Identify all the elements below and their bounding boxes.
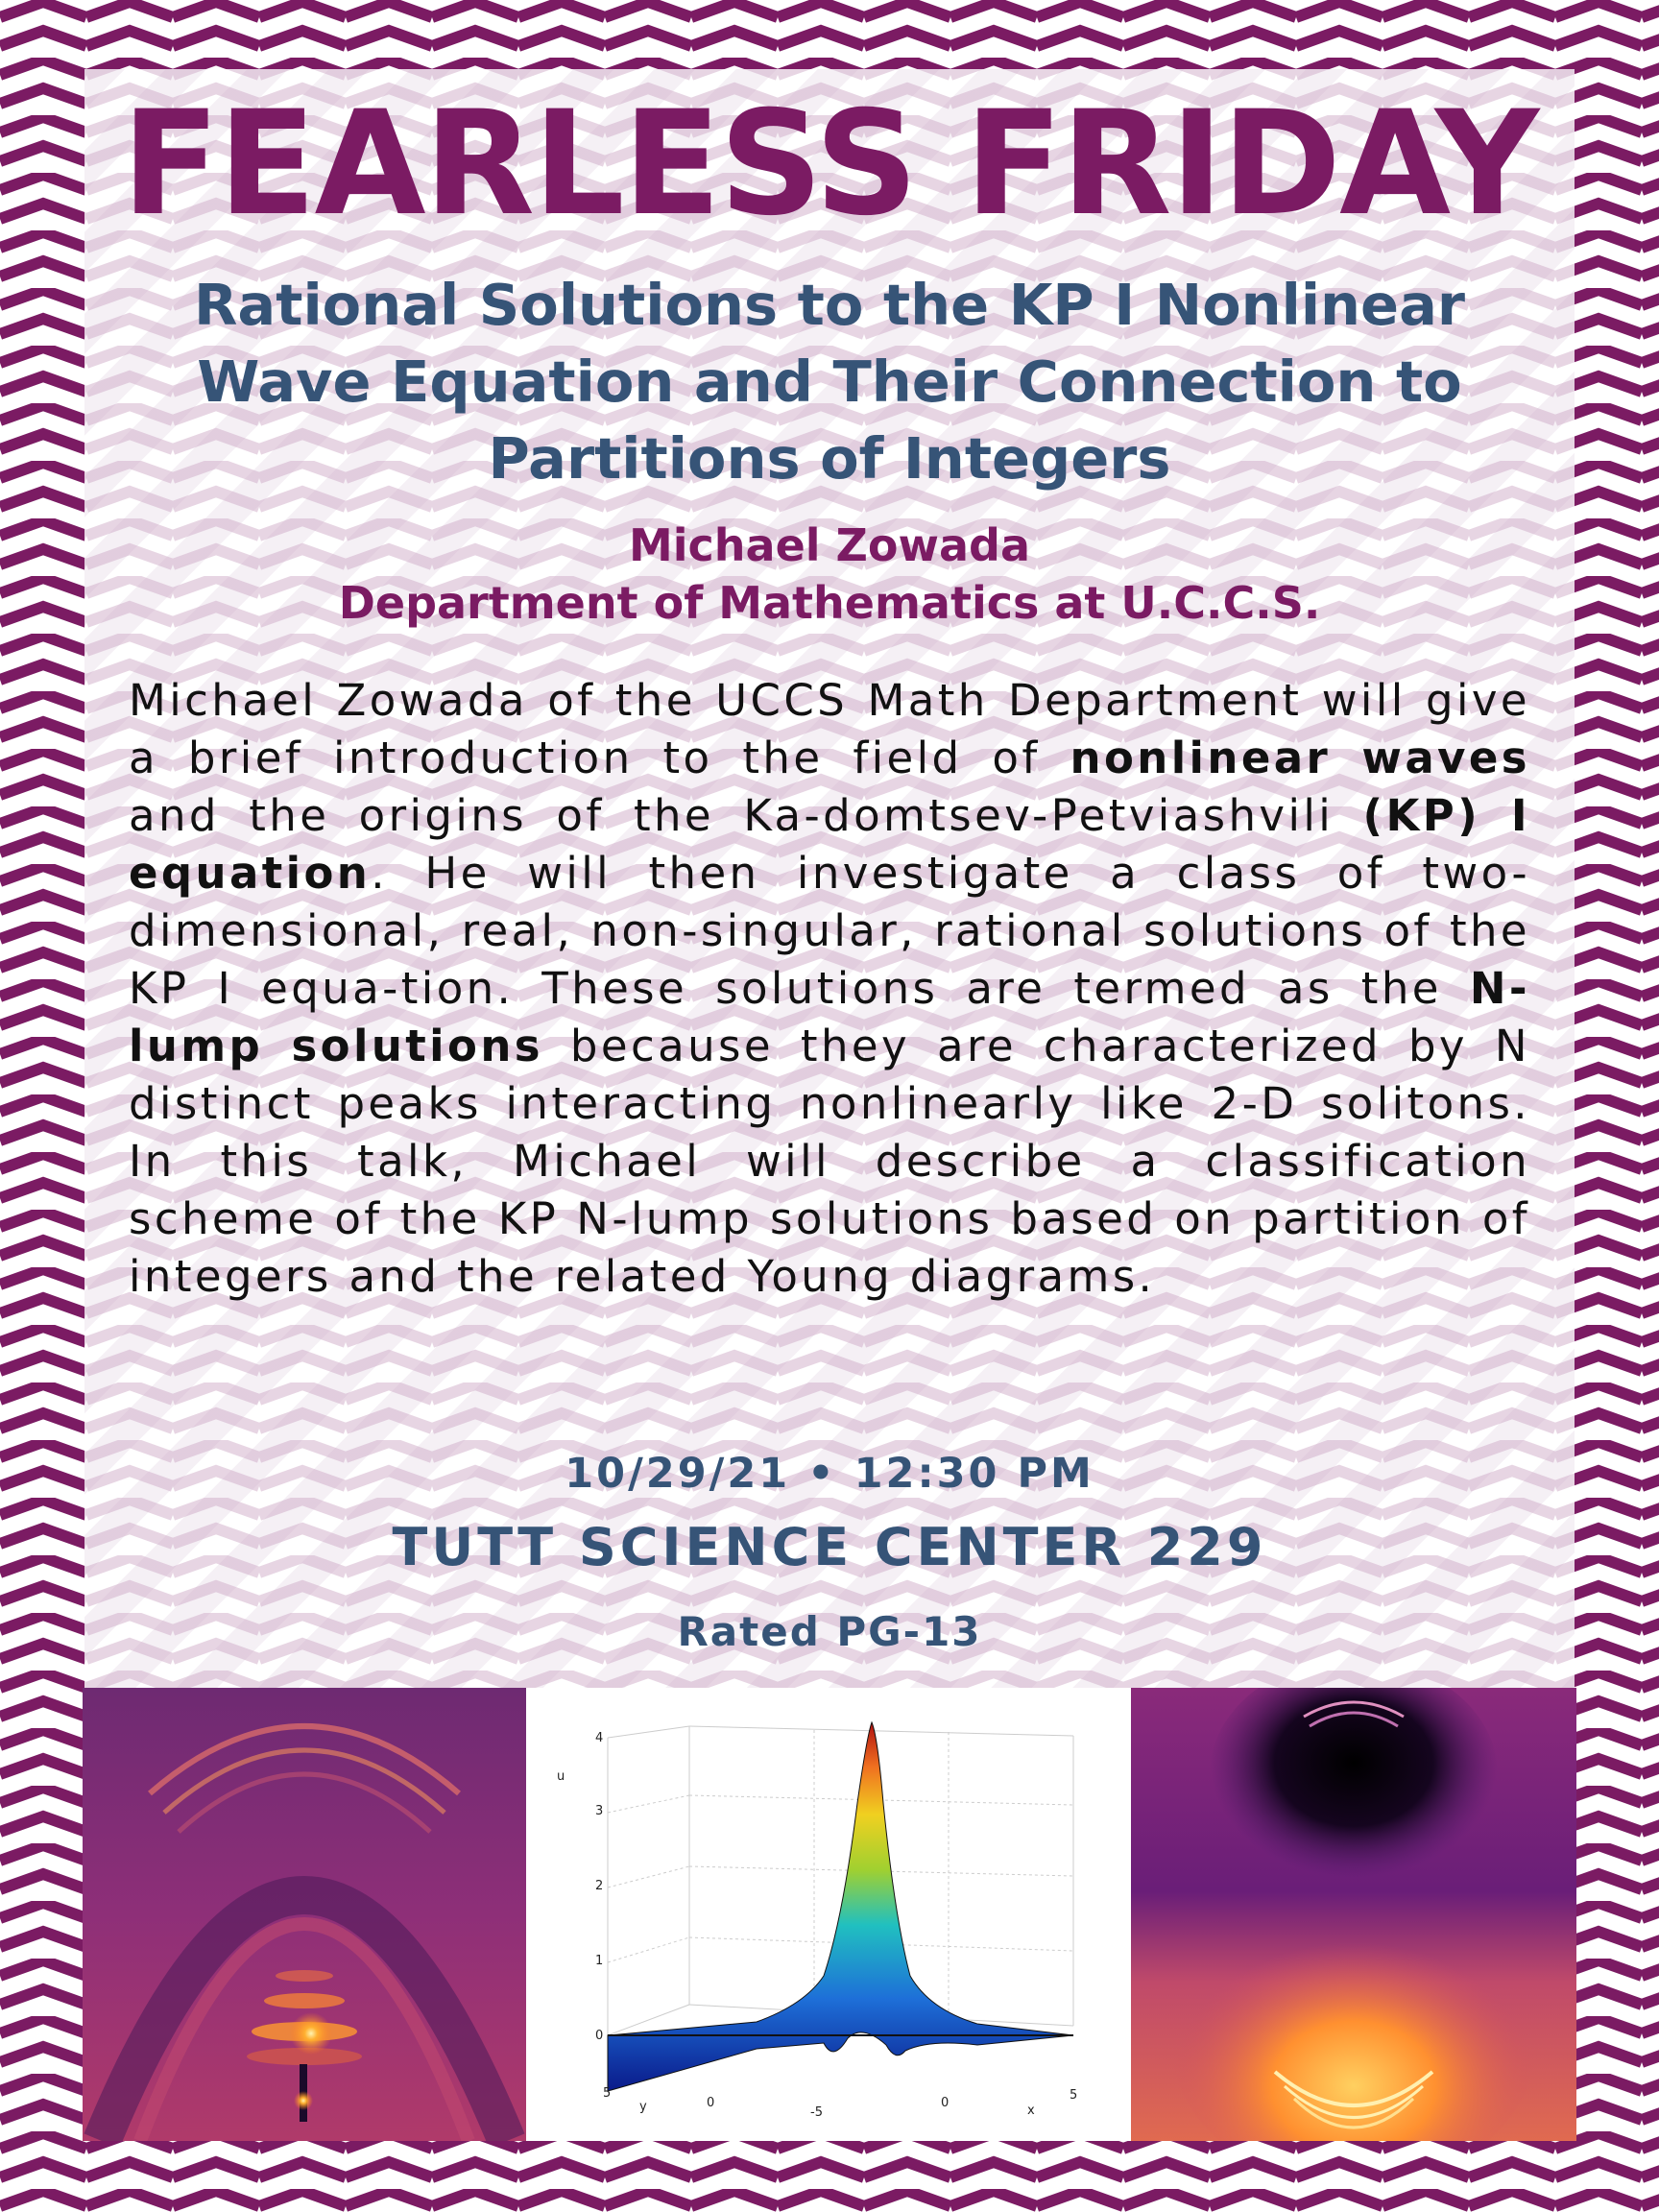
abstract-text: because they are characterized by N distinct peaks interacting nonlinearly like 2-D solitons. In this talk, Michael will describe a classification scheme of the KP N-lump solutions based on partition of integers and the related Young diagrams. — [129, 1021, 1530, 1302]
speaker-block — [115, 517, 1544, 632]
x-axis-label: x — [1027, 2104, 1035, 2118]
y-tick: -5 — [810, 2105, 823, 2120]
y-tick: 5 — [603, 2086, 612, 2101]
talk-title-line: Wave Equation and Their Connection to — [197, 349, 1462, 415]
abstract-text: . He will then investigate a class of two-dimensional, real, non-singular, rational solutions of the KP I equa-tion. These solutions are termed as the — [129, 848, 1530, 1014]
lump-density-image-right — [1131, 1688, 1576, 2141]
z-axis-label: u — [557, 1769, 565, 1784]
abstract-text: and the origins of the Ka-domtsev-Petviashvili — [129, 790, 1363, 841]
kp-lump-surface-plot — [526, 1688, 1131, 2141]
y-tick: 0 — [707, 2096, 715, 2110]
abstract-paragraph — [129, 672, 1530, 1306]
z-tick: 3 — [595, 1804, 604, 1818]
event-location: TUTT SCIENCE CENTER 229 — [392, 1517, 1267, 1577]
x-tick: 0 — [941, 2096, 950, 2110]
event-rating: Rated PG-13 — [677, 1608, 982, 1655]
talk-title-line: Rational Solutions to the KP I Nonlinear — [194, 272, 1465, 338]
abstract-bold: (KP) I equation — [129, 790, 1530, 899]
poster-title: FEARLESS FRIDAY — [121, 81, 1538, 248]
z-tick: 0 — [595, 2029, 604, 2043]
talk-title — [115, 267, 1544, 497]
abstract-text: Michael Zowada of the UCCS Math Department will give a brief introduction to the field of — [129, 675, 1530, 783]
y-axis-label: y — [639, 2100, 647, 2114]
abstract-bold: nonlinear waves — [1070, 733, 1530, 783]
lump-density-image-left — [83, 1688, 526, 2141]
z-tick: 1 — [595, 1954, 604, 1968]
z-tick: 4 — [595, 1731, 604, 1745]
talk-title-line: Partitions of Integers — [488, 425, 1171, 492]
z-tick: 2 — [595, 1879, 604, 1893]
x-tick: 5 — [1070, 2088, 1078, 2103]
abstract-bold: N-lump solutions — [129, 963, 1530, 1071]
speaker-affiliation: Department of Mathematics at U.C.C.S. — [338, 577, 1321, 629]
event-datetime: 10/29/21 • 12:30 PM — [565, 1450, 1094, 1498]
speaker-name: Michael Zowada — [628, 519, 1031, 571]
